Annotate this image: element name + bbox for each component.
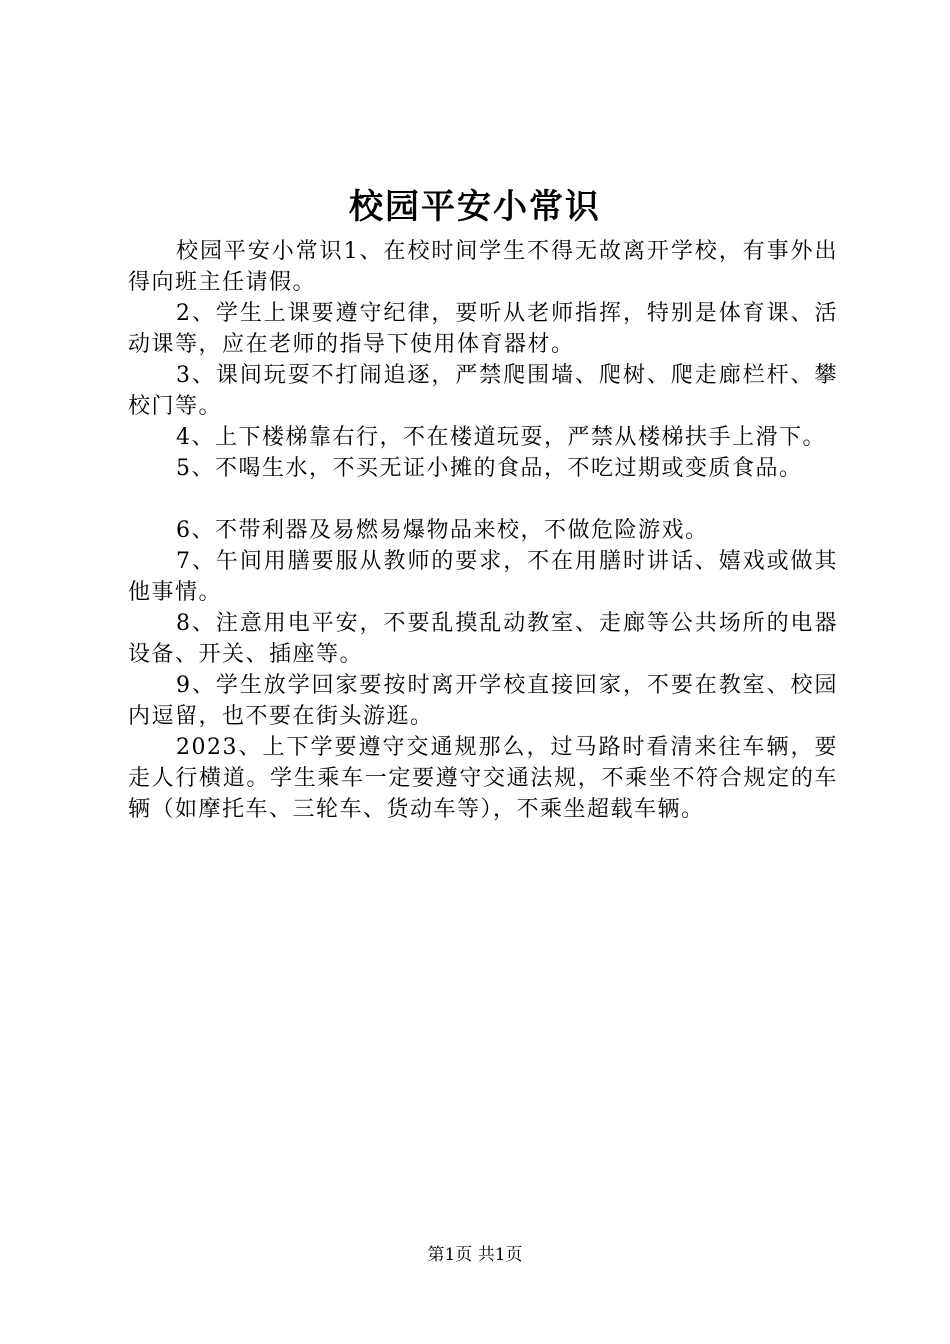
paragraph-5: 5、不喝生水，不买无证小摊的食品，不吃过期或变质食品。 bbox=[176, 456, 803, 481]
page-footer: 第1页 共1页 bbox=[427, 1245, 523, 1265]
paragraph-2: 2、学生上课要遵守纪律，要听从老师指挥，特别是体育课、活动课等，应在老师的指导下使用体育器材。 bbox=[128, 301, 838, 357]
paragraph-3: 3、课间玩耍不打闹追逐，严禁爬围墙、爬树、爬走廊栏杆、攀校门等。 bbox=[128, 363, 838, 419]
paragraph-1: 校园平安小常识1、在校时间学生不得无故离开学校，有事外出得向班主任请假。 bbox=[128, 239, 838, 295]
paragraph-4: 4、上下楼梯靠右行，不在楼道玩耍，严禁从楼梯扶手上滑下。 bbox=[176, 425, 826, 450]
paragraph-10: 2023、上下学要遵守交通规那么，过马路时看清来往车辆，要走人行横道。学生乘车一定要遵守交通法规，不乘坐不符合规定的车辆（如摩托车、三轮车、货动车等），不乘坐超载车辆。 bbox=[128, 735, 838, 822]
paragraph-7: 7、午间用膳要服从教师的要求，不在用膳时讲话、嬉戏或做其他事情。 bbox=[128, 549, 838, 605]
paragraph-6: 6、不带利器及易燃易爆物品来校，不做危险游戏。 bbox=[176, 518, 709, 543]
document-title: 校园平安小常识 bbox=[349, 187, 601, 227]
paragraph-9: 9、学生放学回家要按时离开学校直接回家，不要在教室、校园内逗留，也不要在街头游逛。 bbox=[128, 673, 838, 729]
blank-line bbox=[128, 484, 838, 515]
paragraph-8: 8、注意用电平安，不要乱摸乱动教室、走廊等公共场所的电器设备、开关、插座等。 bbox=[128, 611, 838, 667]
document-body bbox=[128, 236, 838, 825]
